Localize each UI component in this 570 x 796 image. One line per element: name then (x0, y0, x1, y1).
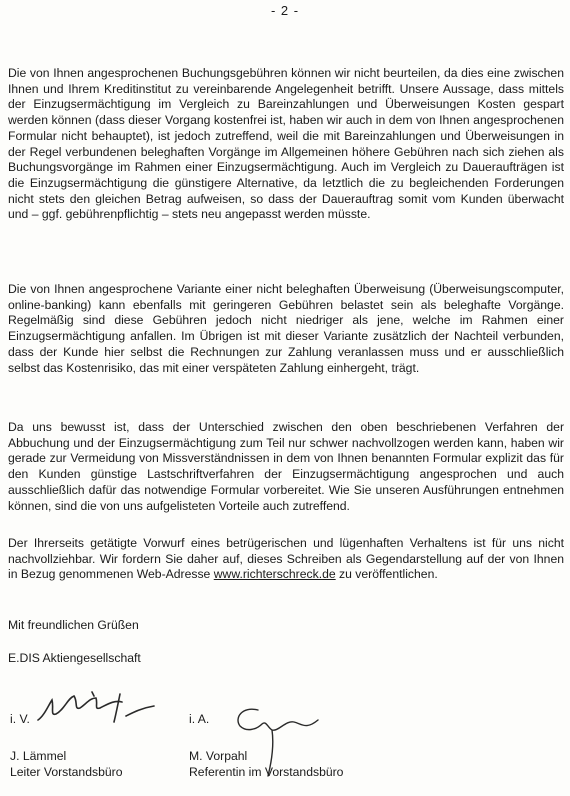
website-link[interactable]: www.richterschreck.de (213, 567, 336, 582)
paragraph-4 (8, 536, 564, 583)
paragraph-2: Die von Ihnen angesprochene Variante einer nicht beleghaften Überweisung (Überweisungscomputer, online-banking) kann ebenfalls mit geringeren Gebühren belastet sein als beleghafte Vorgänge. Regelmäßig sind diese Gebühren jedoch nicht niedriger als jene, welche im Rahmen einer Einzugsermächtigung anfallen. Im Übrigen ist mit dieser Variante zusätzlich der Nachteil verbunden, dass der Kunde hier selbst die Rechnungen zur Zahlung veranlassen muss und er ausschließlich selbst das Kostenrisiko, das mit einer verspäteten Zahlung einhergeht, trägt. (8, 282, 564, 375)
page-number: - 2 - (270, 3, 300, 18)
paragraph-3: Da uns bewusst ist, dass der Unterschied zwischen den oben beschriebenen Verfahren der Abbuchung und der Einzugsermächtigung zum Teil nur schwer nachvollzogen werden kann, haben wir gerade zur Vermeidung von Missverständnissen in dem von Ihnen benannten Formular explizit das für den Kunden günstige Lastschriftverfahren der Einzugsermächtigung angesprochen und auch ausschließlich dafür das notwendige Formular vorbereitet. Wie Sie unseren Ausführungen entnehmen können, sind die von uns aufgelisteten Vorteile auch zutreffend. (8, 420, 564, 513)
paragraph-4-text: Der Ihrerseits getätigte Vorwurf eines betrügerischen und lügenhaften Verhaltens ist für uns nicht nachvollziehbar. Wir fordern Sie daher auf, dieses Schreiben als Gegendarstellung auf der von Ihnen in Bezug genommenen Web-Adresse (8, 536, 564, 582)
signature-prefix-1: i. V. (10, 712, 30, 726)
signer-title-1: Leiter Vorstandsbüro (10, 765, 123, 779)
signature-prefix-2: i. A. (189, 712, 210, 726)
company-name: E.DIS Aktiengesellschaft (8, 651, 141, 665)
paragraph-4-end: zu veröffentlichen. (335, 567, 438, 582)
signer-name-1: J. Lämmel (10, 749, 67, 763)
handwritten-signature-1 (34, 686, 164, 728)
signer-name-2: M. Vorpahl (189, 749, 248, 763)
closing-greeting: Mit freundlichen Grüßen (8, 618, 139, 632)
paragraph-1: Die von Ihnen angesprochenen Buchungsgebühren können wir nicht beurteilen, da dies eine zwischen Ihnen und Ihrem Kreditinstitut zu vereinbarende Angelegenheit betrifft. Unsere Aussage, dass mittels der Einzugsermächtigung im Vergleich zu Bareinzahlungen und Überweisungen Kosten gespart werden können (dass dieser Vorgang kostenfrei ist, haben wir auch in dem von Ihnen angesprochenen Formular nicht behauptet), ist jedoch zutreffend, weil die mit Bareinzahlungen und Überweisungen in der Regel verbundenen beleghaften Vorgänge im Allgemeinen höhere Gebühren nach sich ziehen als Buchungsvorgänge im Rahmen einer Einzugsermächtigung. Auch im Vergleich zu Daueraufträgen ist die Einzugsermächtigung die günstigere Alternative, da letztlich die zu begleichenden Forderungen nicht stets den gleichen Betrag aufweisen, so dass der Dauerauftrag somit vom Kunden überwacht und – ggf. gebührenpflichtig – stets neu angepasst werden müsste. (8, 66, 564, 222)
signer-title-2: Referentin im Vorstandsbüro (189, 765, 344, 779)
